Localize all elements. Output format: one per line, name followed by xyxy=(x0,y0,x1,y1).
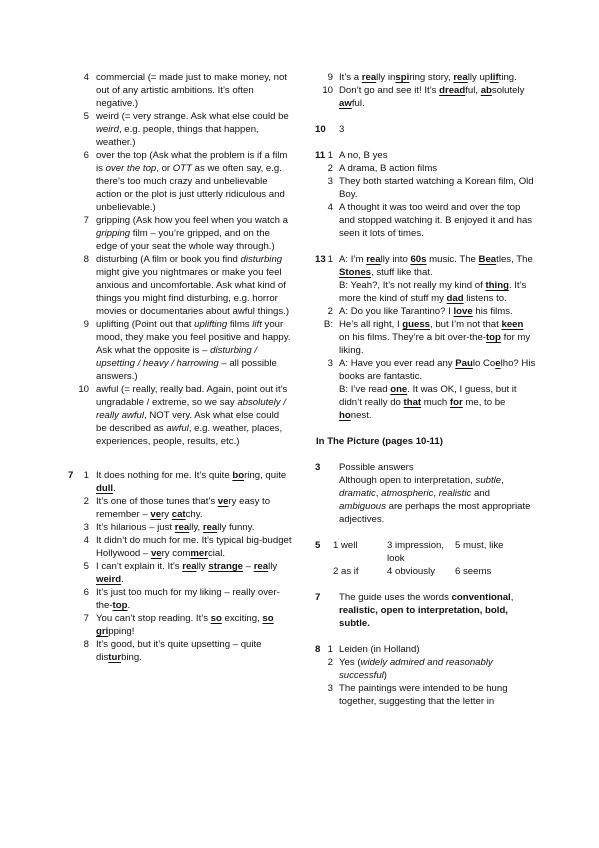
item-text: awful (= really, really bad. Again, point out it’s ungradable / extreme, so we say absolutely / really awful, NOT very. Ask what else could be described as awful, e.g. weather, places, experiences, people, results, etc.) xyxy=(96,384,288,447)
item-number: 9 xyxy=(83,319,89,330)
item-text: disturbing (A film or book you find disturbing might give you nightmares or make you feel anxious and uncomfortable. Ask what kind of things you might find disturbing, e.g. horror movies or documentaries about awful things.) xyxy=(96,254,290,317)
answer-item xyxy=(70,383,292,448)
item-number: 7 xyxy=(83,613,89,624)
answer-item xyxy=(316,71,536,84)
item-number: 2 xyxy=(83,496,89,507)
answer-item xyxy=(316,318,536,357)
right-column xyxy=(316,71,536,708)
item-text: 3 xyxy=(339,124,345,135)
item-text: Leiden (in Holland) xyxy=(339,644,420,655)
item-text: It’s good, but it’s quite upsetting – quite disturbing. xyxy=(96,639,262,663)
exercise-number: 7 xyxy=(68,470,74,481)
exercise-number: 3 xyxy=(315,462,321,473)
item-number: 10 xyxy=(78,384,89,395)
item-text: A no, B yes xyxy=(339,150,388,161)
item-text: They both started watching a Korean film, Old Boy. xyxy=(339,176,534,200)
exercise-number: 8 xyxy=(315,644,321,655)
item-number: 1 xyxy=(83,470,89,481)
item-number: 4 xyxy=(327,202,333,213)
item-text: You can’t stop reading. It’s so exciting, so gripping! xyxy=(96,613,274,637)
answer-item xyxy=(70,560,292,586)
item-text: weird (= very strange. Ask what else could be weird, e.g. people, things that happen, weather.) xyxy=(96,111,289,148)
item-text: It’s one of those tunes that’s very easy to remember – very catchy. xyxy=(96,496,271,520)
item-number: B: xyxy=(323,319,333,330)
answer-item xyxy=(316,305,536,318)
exercise-3 xyxy=(316,461,536,526)
left-column xyxy=(70,71,292,664)
item-text: Yes (widely admired and reasonably successful) xyxy=(339,657,493,681)
answer-item xyxy=(316,643,536,656)
exercise-10 xyxy=(316,123,536,136)
item-number: 10 xyxy=(322,85,333,96)
item-number: 8 xyxy=(83,254,89,265)
item-text: It’s just too much for my liking – really over-the-top. xyxy=(96,587,280,611)
exercise-number: 5 xyxy=(315,540,321,551)
item-number: 1 xyxy=(327,254,333,265)
item-text: I can’t explain it. It’s really strange – really weird. xyxy=(96,561,278,585)
item-text: A: I’m really into 60s music. The Beatles, The Stones, stuff like that. B: Yeah?, It’s not really my kind of thing. It’s more the kind of stuff my dad listens to. xyxy=(339,254,533,304)
exercise-number: 13 xyxy=(315,254,326,265)
answer-item xyxy=(70,71,292,110)
answer-item xyxy=(316,149,536,162)
item-text: A: Have you ever read any Paulo Coelho? His books are fantastic. B: I’ve read one. It was OK, I guess, but it didn’t really do that much for me, to be honest. xyxy=(339,358,536,421)
answer-grid xyxy=(333,539,515,578)
item-text: over the top (Ask what the problem is if a film is over the top, or OTT as we often say, e.g. there’s too much crazy and unbelievable action or the plot is just utterly ridiculous and unbelievable.) xyxy=(96,150,288,213)
item-number: 1 xyxy=(327,150,333,161)
item-text: It’s hilarious – just really, really funny. xyxy=(96,522,255,533)
exercise-number: 10 xyxy=(315,124,326,135)
item-number: 6 xyxy=(83,150,89,161)
answer-item xyxy=(316,162,536,175)
item-text: A drama, B action films xyxy=(339,163,438,174)
item-number: 9 xyxy=(327,72,333,83)
item-number: 1 xyxy=(327,644,333,655)
answer-item xyxy=(316,682,536,708)
grid-cell: 4 obviously xyxy=(387,566,435,577)
grid-cell: 6 seems xyxy=(455,566,492,577)
exercise-7 xyxy=(316,591,536,630)
answer-item xyxy=(316,84,536,110)
item-text: A: Do you like Tarantino? I love his films. xyxy=(339,306,513,317)
item-number: 8 xyxy=(83,639,89,650)
answer-item xyxy=(316,253,536,305)
answer-title: Possible answers xyxy=(339,462,414,473)
item-number: 3 xyxy=(327,683,333,694)
item-text xyxy=(339,461,536,526)
answer-item xyxy=(70,149,292,214)
grid-cell: 1 well xyxy=(333,540,358,551)
answer-item xyxy=(70,495,292,521)
answer-item xyxy=(70,110,292,149)
item-text: Don’t go and see it! It’s dreadful, absolutely awful. xyxy=(339,85,525,109)
answer-item xyxy=(70,318,292,383)
item-text: gripping (Ask how you feel when you watch a gripping film – you’re gripped, and on the edge of your seat the whole way through.) xyxy=(96,215,288,252)
answer-item xyxy=(316,357,536,422)
section-heading: In The Picture (pages 10-11) xyxy=(316,436,443,447)
answer-item xyxy=(316,175,536,201)
item-text: The guide uses the words conventional, realistic, open to interpretation, bold, subtle. xyxy=(339,592,514,629)
item-number: 7 xyxy=(83,215,89,226)
item-number: 6 xyxy=(83,587,89,598)
item-text: commercial (= made just to make money, not out of any artistic ambitions. It’s often negative.) xyxy=(96,72,287,109)
item-number: 2 xyxy=(327,306,333,317)
answer-item xyxy=(70,214,292,253)
grid-cell: 5 must, like xyxy=(455,540,504,551)
item-text: It didn’t do much for me. It’s typical big-budget Hollywood – very commercial. xyxy=(96,535,292,559)
answer-item xyxy=(70,534,292,560)
answer-item xyxy=(316,201,536,240)
answer-item xyxy=(316,656,536,682)
item-number: 2 xyxy=(327,657,333,668)
item-number: 3 xyxy=(327,358,333,369)
answer-item xyxy=(70,253,292,318)
answer-item xyxy=(70,638,292,664)
exercise-number: 7 xyxy=(315,592,321,603)
item-text: uplifting (Point out that uplifting films lift your mood, they make you feel positive and happy. Ask what the opposite is – disturbing / upsetting / heavy / harrowing – all possible answers.) xyxy=(96,319,291,382)
grid-cell: 2 as if xyxy=(333,566,359,577)
answer-item xyxy=(70,612,292,638)
item-number: 4 xyxy=(83,72,89,83)
item-number: 5 xyxy=(83,561,89,572)
item-text: The paintings were intended to be hung together, suggesting that the letter in xyxy=(339,683,508,707)
answer-item xyxy=(70,469,292,495)
item-number: 3 xyxy=(327,176,333,187)
item-number: 2 xyxy=(327,163,333,174)
item-number: 5 xyxy=(83,111,89,122)
item-number: 3 xyxy=(83,522,89,533)
answer-item xyxy=(70,521,292,534)
exercise-number: 11 xyxy=(315,150,326,161)
item-text: It does nothing for me. It’s quite boring, quite dull. xyxy=(96,470,287,494)
grid-cell: 3 impression, look xyxy=(387,540,445,564)
item-text: A thought it was too weird and over the top and stopped watching it. B enjoyed it and has seen it lots of times. xyxy=(339,202,533,239)
item-text: It’s a really inspiring story, really uplifting. xyxy=(339,72,517,83)
exercise-5 xyxy=(316,539,536,578)
item-number: 4 xyxy=(83,535,89,546)
answer-body: Although open to interpretation, subtle, dramatic, atmospheric, realistic and ambiguous are perhaps the most appropriate adjectives. xyxy=(339,475,531,525)
item-text: He’s all right, I guess, but I’m not that keen on his films. They’re a bit over-the-top for my liking. xyxy=(339,319,531,356)
answer-item xyxy=(70,586,292,612)
